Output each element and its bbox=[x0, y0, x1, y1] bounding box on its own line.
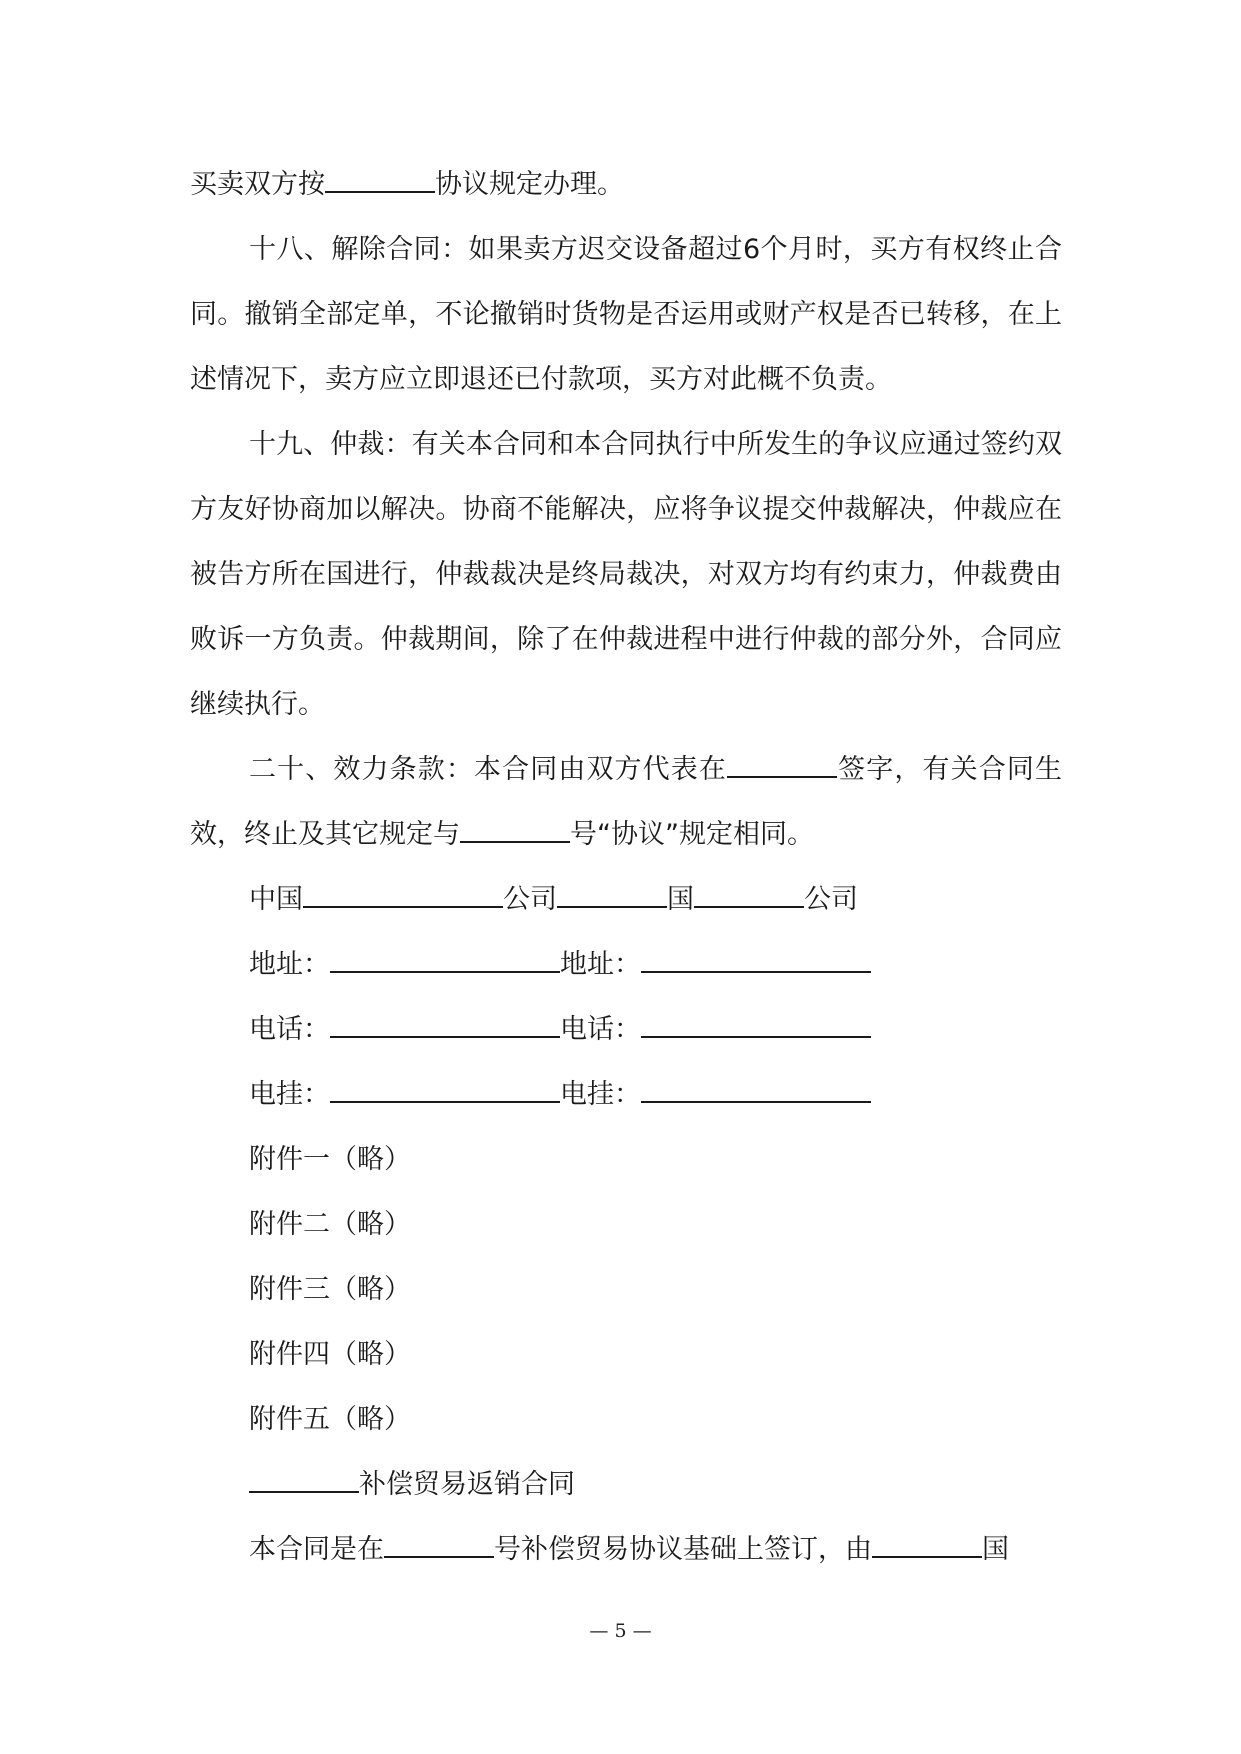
blank-line bbox=[727, 756, 837, 778]
blank-line bbox=[460, 821, 570, 843]
signature-address-line bbox=[190, 932, 1062, 997]
paragraph-text bbox=[190, 737, 1062, 867]
text-segment: 公司 bbox=[503, 884, 557, 915]
signature-company-line bbox=[190, 867, 1062, 932]
new-contract-title bbox=[190, 1452, 1062, 1517]
text-segment: 电挂： bbox=[560, 1079, 641, 1110]
paragraph-agreement-handling bbox=[190, 152, 1062, 217]
text-segment: 补偿贸易返销合同 bbox=[359, 1469, 575, 1500]
blank-line bbox=[641, 951, 871, 973]
signature-phone-line bbox=[190, 997, 1062, 1062]
text-segment: 地址： bbox=[249, 949, 330, 980]
paragraph-text bbox=[190, 1517, 1062, 1582]
text-segment: 本合同是在 bbox=[249, 1534, 384, 1565]
blank-line bbox=[694, 886, 804, 908]
blank-line bbox=[872, 1536, 982, 1558]
text-segment: 地址： bbox=[560, 949, 641, 980]
text-segment: 公司 bbox=[804, 884, 858, 915]
text-segment: 二十、效力条款：本合同由双方代表在 bbox=[249, 754, 728, 785]
blank-line bbox=[249, 1471, 359, 1493]
blank-line bbox=[330, 1081, 560, 1103]
attachment-item: 附件二（略） bbox=[249, 1209, 411, 1240]
blank-line bbox=[384, 1536, 494, 1558]
blank-line bbox=[330, 951, 560, 973]
text-segment: 国 bbox=[982, 1534, 1009, 1565]
text-segment: 协议规定办理。 bbox=[435, 169, 624, 200]
attachment-item: 附件四（略） bbox=[249, 1339, 411, 1370]
text-segment: 号“协议”规定相同。 bbox=[570, 819, 814, 850]
attachment-item: 附件一（略） bbox=[249, 1144, 411, 1175]
attachment-item: 附件五（略） bbox=[249, 1404, 411, 1435]
signature-cable-line bbox=[190, 1062, 1062, 1127]
blank-line bbox=[330, 1016, 560, 1038]
text-segment: 买卖双方按 bbox=[190, 169, 325, 200]
attachment-item: 附件三（略） bbox=[249, 1274, 411, 1305]
paragraph-text: 十九、仲裁：有关本合同和本合同执行中所发生的争议应通过签约双方友好协商加以解决。协商不能解决，应将争议提交仲裁解决，仲裁应在被告方所在国进行，仲裁裁决是终局裁决，对双方均有约束力，仲裁费由败诉一方负责。仲裁期间，除了在仲裁进程中进行仲裁的部分外，合同应继续执行。 bbox=[190, 429, 1062, 720]
blank-line bbox=[557, 886, 667, 908]
text-segment: 中国 bbox=[249, 884, 303, 915]
blank-line bbox=[325, 171, 435, 193]
text-segment: 号补偿贸易协议基础上签订，由 bbox=[494, 1534, 872, 1565]
paragraph-arbitration-clause bbox=[190, 412, 1062, 737]
signature-and-attachments-block bbox=[190, 867, 1062, 1582]
paragraph-text: 十八、解除合同：如果卖方迟交设备超过6个月时，买方有权终止合同。撤销全部定单，不论撤销时货物是否运用或财产权是否已转移，在上述情况下，卖方应立即退还已付款项，买方对此概不负责。 bbox=[190, 234, 1062, 395]
text-segment: 电话： bbox=[249, 1014, 330, 1045]
page-number: — 5 — bbox=[589, 1620, 652, 1642]
paragraph-validity-clause bbox=[190, 737, 1062, 867]
blank-line bbox=[303, 886, 503, 908]
text-segment: 电话： bbox=[560, 1014, 641, 1045]
paragraph-text bbox=[190, 152, 1062, 217]
text-segment: 签字，有关合同生效，终止及其它规定与 bbox=[190, 754, 1063, 850]
text-segment: 国 bbox=[667, 884, 694, 915]
paragraph-termination-clause bbox=[190, 217, 1062, 412]
text-segment: 电挂： bbox=[249, 1079, 330, 1110]
blank-line bbox=[641, 1081, 871, 1103]
blank-line bbox=[641, 1016, 871, 1038]
